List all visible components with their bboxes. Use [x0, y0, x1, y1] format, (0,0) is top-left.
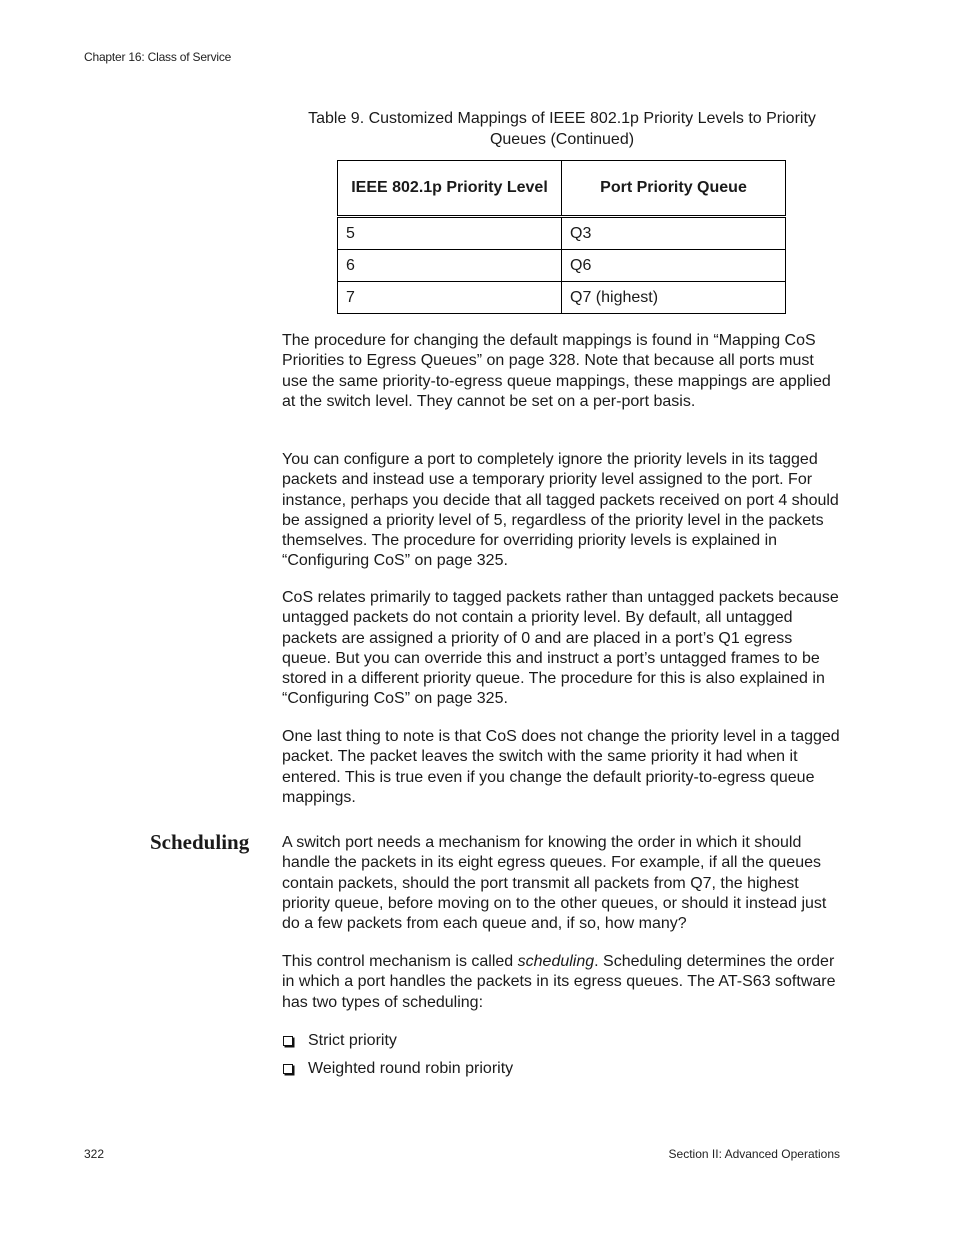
table-header-row — [338, 161, 786, 217]
checkbox-square-icon — [283, 1036, 293, 1046]
page-number: 322 — [84, 1147, 105, 1161]
paragraph-text: CoS relates primarily to tagged packets rather than untagged packets because untagged packets do not contain a priority level. By default, all untagged packets are assigned a priority of 0 and are placed in a port’s Q1 egress queue. But you can override this and instruct a port’s untagged frames to be stored in a different priority queue. The procedure for this is also explained in “Configuring CoS” on page 325. — [282, 589, 839, 708]
priority-level-cell: 7 — [338, 282, 562, 314]
text-run: . Scheduling determines the order in which a port handles the packets in its egress queues. The AT-S63 software has two types of scheduling: — [282, 953, 836, 1011]
paragraph-mapping-procedure — [282, 331, 842, 412]
column-header-port-priority-queue: Port Priority Queue — [562, 161, 786, 217]
paragraph-text: You can configure a port to completely ignore the priority levels in its tagged packets and instead use a temporary priority level assigned to the port. For instance, perhaps you decide that all tagged packets received on port 4 should be assigned a priority level of 5, regardless of the priority level in the packets themselves. The procedure for overriding priority levels is explained in “Configuring CoS” on page 325. — [282, 451, 839, 570]
paragraph-untagged-packets — [282, 588, 842, 710]
emphasized-term: scheduling — [517, 953, 595, 970]
table-caption: Table 9. Customized Mappings of IEEE 802.1p Priority Levels to Priority Queues (Continued) — [308, 110, 816, 148]
paragraph-override-priority — [282, 450, 842, 572]
paragraph-text: The procedure for changing the default mappings is found in “Mapping CoS Priorities to Egress Queues” on page 328. Note that because all ports must use the same priority-to-egress queue mappings, these mappings are applied at the switch level. They cannot be set on a per-port basis. — [282, 332, 831, 410]
paragraph-text: One last thing to note is that CoS does not change the priority level in a tagged packet. The packet leaves the switch with the same priority it had when it entered. This is true even if you change the default priority-to-egress queue mappings. — [282, 728, 840, 806]
paragraph-scheduling-intro — [282, 833, 842, 934]
checkbox-square-icon — [283, 1064, 293, 1074]
list-item — [282, 1027, 842, 1055]
column-header-priority-level: IEEE 802.1p Priority Level — [338, 161, 562, 217]
priority-level-cell: 5 — [338, 217, 562, 250]
list-item-label: Weighted round robin priority — [308, 1060, 514, 1077]
list-item-label: Strict priority — [308, 1032, 397, 1049]
paragraph-text: A switch port needs a mechanism for knowing the order in which it should handle the packets in its eight egress queues. For example, if all the queues contain packets, should the port transmit all packets from Q7, the highest priority queue, before moving on to the other queues, or should it instead just do a few packets from each queue and, if so, how many? — [282, 834, 827, 933]
priority-mapping-table — [337, 160, 786, 314]
text-run: This control mechanism is called — [282, 953, 518, 970]
queue-cell: Q7 (highest) — [562, 282, 786, 314]
list-item — [282, 1055, 842, 1083]
queue-cell: Q3 — [562, 217, 786, 250]
running-footer-section: Section II: Advanced Operations — [668, 1147, 840, 1161]
scheduling-types-list — [282, 1027, 842, 1083]
running-header: Chapter 16: Class of Service — [84, 50, 232, 64]
paragraph-text — [282, 952, 842, 1013]
paragraph-scheduling-definition — [282, 952, 842, 1013]
table-row — [338, 250, 786, 282]
queue-cell: Q6 — [562, 250, 786, 282]
table-row — [338, 217, 786, 250]
priority-level-cell: 6 — [338, 250, 562, 282]
paragraph-priority-unchanged — [282, 727, 842, 808]
section-heading-scheduling: Scheduling — [150, 830, 250, 854]
table-row — [338, 282, 786, 314]
